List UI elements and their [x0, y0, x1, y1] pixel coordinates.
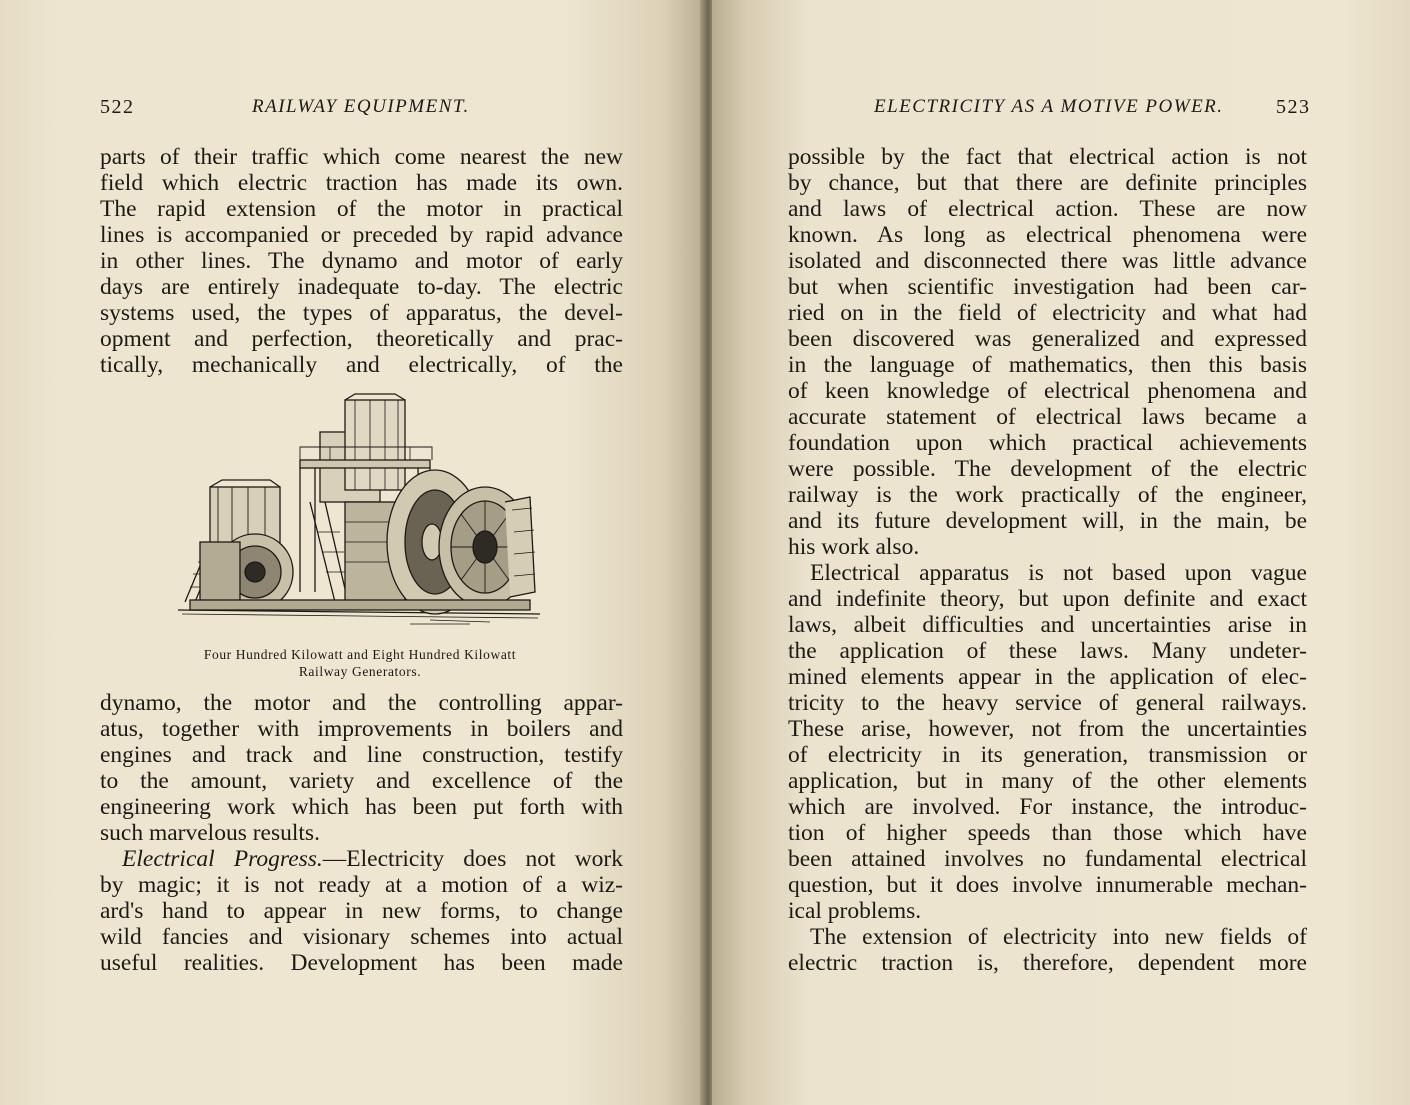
text-line: electric traction is, therefore, dependent more: [788, 950, 1307, 976]
text-line: and its future development will, in the main, be: [788, 508, 1307, 534]
text-line: systems used, the types of apparatus, the devel-: [100, 300, 623, 326]
text-line: railway is the work practically of the engineer,: [788, 482, 1307, 508]
section-heading: Electrical Progress.: [122, 846, 323, 872]
left-running-head: [100, 96, 624, 120]
text-line: tricity to the heavy service of general railways.: [788, 690, 1307, 716]
text-line: of keen knowledge of electrical phenomena and: [788, 378, 1307, 404]
right-running-title: ELECTRICITY AS A MOTIVE POWER.: [874, 96, 1224, 117]
text-line: engineering work which has been put forth with: [100, 794, 623, 820]
text-line: ical problems.: [788, 898, 922, 924]
text-line: possible by the fact that electrical action is not: [788, 144, 1307, 170]
caption-line: Four Hundred Kilowatt and Eight Hundred Kilowatt: [203, 647, 517, 662]
text-line: which are involved. For instance, the introduc-: [788, 794, 1307, 820]
text-line: by magic; it is not ready at a motion of a wiz-: [100, 872, 623, 898]
text-line: application, but in many of the other elements: [788, 768, 1307, 794]
text-line: The extension of electricity into new fields of: [810, 924, 1307, 950]
text-line: in the language of mathematics, then this basis: [788, 352, 1307, 378]
text-line: tically, mechanically and electrically, of the: [100, 352, 623, 378]
text-line: to the amount, variety and excellence of the: [100, 768, 623, 794]
generators-illustration: [170, 392, 550, 642]
text-line: laws, albeit difficulties and uncertainties arise in: [788, 612, 1307, 638]
text-line: and indefinite theory, but upon definite and exact: [788, 586, 1307, 612]
left-top-text: [100, 144, 623, 378]
text-line: known. As long as electrical phenomena were: [788, 222, 1307, 248]
text-line: of electricity in its generation, transmission or: [788, 742, 1307, 768]
text-line: ard's hand to appear in new forms, to change: [100, 898, 623, 924]
text-line: lines is accompanied or preceded by rapid advance: [100, 222, 623, 248]
text-line: and laws of electrical action. These are now: [788, 196, 1307, 222]
caption-line: Railway Generators.: [298, 664, 422, 679]
text-line: tion of higher speeds than those which have: [788, 820, 1307, 846]
text-line: been attained involves no fundamental electrical: [788, 846, 1307, 872]
text-line: his work also.: [788, 534, 920, 560]
text-line: ried on in the field of electricity and what had: [788, 300, 1307, 326]
text-line: These arise, however, not from the uncertainties: [788, 716, 1307, 742]
left-bottom-text: [100, 690, 623, 976]
left-page-number: 522: [100, 96, 135, 118]
text-line: mined elements appear in the application of elec-: [788, 664, 1307, 690]
section-line-rest: —Electricity does not work: [322, 846, 623, 872]
text-line: in other lines. The dynamo and motor of early: [100, 248, 623, 274]
text-line: question, but it does involve innumerable mechan-: [788, 872, 1307, 898]
text-line: days are entirely inadequate to-day. The electric: [100, 274, 623, 300]
text-line: engines and track and line construction, testify: [100, 742, 623, 768]
left-running-title: RAILWAY EQUIPMENT.: [252, 96, 470, 117]
text-line: isolated and disconnected there was little advance: [788, 248, 1307, 274]
right-text: [788, 144, 1307, 976]
right-running-head: [788, 96, 1311, 120]
text-line: dynamo, the motor and the controlling appar-: [100, 690, 623, 716]
text-line: by chance, but that there are definite principles: [788, 170, 1307, 196]
text-line: useful realities. Development has been made: [100, 950, 623, 976]
text-line: Electrical apparatus is not based upon vague: [810, 560, 1307, 586]
figure-caption: [140, 646, 580, 680]
text-line: field which electric traction has made its own.: [100, 170, 623, 196]
text-line: such marvelous results.: [100, 820, 320, 846]
text-line: opment and perfection, theoretically and prac-: [100, 326, 623, 352]
text-line: but when scientific investigation had been car-: [788, 274, 1307, 300]
text-line: parts of their traffic which come nearest the new: [100, 144, 623, 170]
section-first-line: [100, 846, 623, 872]
text-line: foundation upon which practical achievements: [788, 430, 1307, 456]
text-line: The rapid extension of the motor in practical: [100, 196, 623, 222]
text-line: atus, together with improvements in boilers and: [100, 716, 623, 742]
text-line: accurate statement of electrical laws became a: [788, 404, 1307, 430]
text-line: the application of these laws. Many undeter-: [788, 638, 1307, 664]
text-line: been discovered was generalized and expressed: [788, 326, 1307, 352]
text-line: wild fancies and visionary schemes into actual: [100, 924, 623, 950]
right-page-number: 523: [1276, 96, 1311, 118]
text-line: were possible. The development of the electric: [788, 456, 1307, 482]
right-page: [712, 0, 1410, 1105]
left-page: [0, 0, 704, 1105]
